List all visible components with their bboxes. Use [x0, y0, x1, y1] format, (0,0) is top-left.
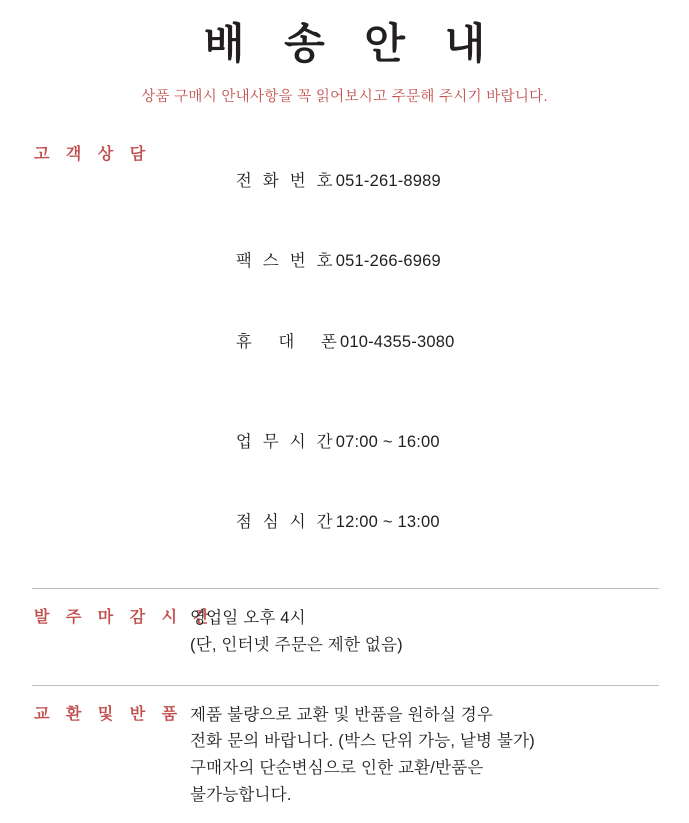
- contact-label-fax: 팩 스 번 호: [235, 252, 336, 271]
- page-title: 배 송 안 내: [203, 20, 500, 67]
- section-order-deadline: [32, 588, 659, 672]
- order-deadline-line-2: (단, 인터넷 주문은 제한 없음): [190, 636, 403, 654]
- section-label-order-deadline: 발 주 마 감 시 간: [34, 609, 215, 627]
- sections-container: [0, 142, 689, 823]
- row-spacer: [190, 382, 659, 402]
- hours-value-business: 07:00 ~ 16:00: [335, 432, 440, 451]
- order-deadline-line-1: 영업일 오후 4시: [190, 609, 306, 628]
- exchange-return-line-2: 전화 문의 바랍니다. (박스 단위 가능, 낱병 불가): [190, 732, 535, 751]
- contact-value-fax: 051-266-6969: [335, 252, 441, 271]
- section-body-customer-support: [190, 142, 659, 563]
- section-exchange-return: [32, 685, 659, 823]
- section-spacer-2: [32, 673, 659, 685]
- hours-row-business: [190, 402, 659, 482]
- contact-label-phone: 전 화 번 호: [235, 172, 336, 191]
- hours-value-lunch: 12:00 ~ 13:00: [335, 512, 440, 531]
- contact-row-phone: [190, 142, 659, 222]
- exchange-return-line-1: 제품 불량으로 교환 및 반품을 원하실 경우: [190, 705, 494, 724]
- contact-label-mobile: 휴 대 폰: [235, 332, 340, 351]
- hours-row-lunch: [190, 482, 659, 562]
- contact-row-fax: [190, 222, 659, 302]
- section-label-customer-support: 고 객 상 담: [34, 145, 152, 163]
- page-subtitle: 상품 구매시 안내사항을 꼭 읽어보시고 주문해 주시기 바랍니다.: [141, 88, 548, 105]
- exchange-return-line-4: 불가능합니다.: [190, 785, 292, 804]
- contact-value-mobile: 010-4355-3080: [339, 332, 455, 351]
- section-body-order-deadline: [190, 605, 659, 658]
- section-body-exchange-return: [190, 702, 659, 809]
- contact-row-mobile: [190, 302, 659, 382]
- hours-label-business: 업 무 시 간: [235, 432, 336, 451]
- section-customer-support: [32, 142, 659, 577]
- section-label-exchange-return: 교 환 및 반 품: [34, 705, 184, 723]
- exchange-return-line-3: 구매자의 단순변심으로 인한 교환/반품은: [190, 759, 484, 778]
- contact-value-phone: 051-261-8989: [335, 172, 441, 191]
- section-spacer: [32, 576, 659, 588]
- hours-label-lunch: 점 심 시 간: [235, 512, 336, 531]
